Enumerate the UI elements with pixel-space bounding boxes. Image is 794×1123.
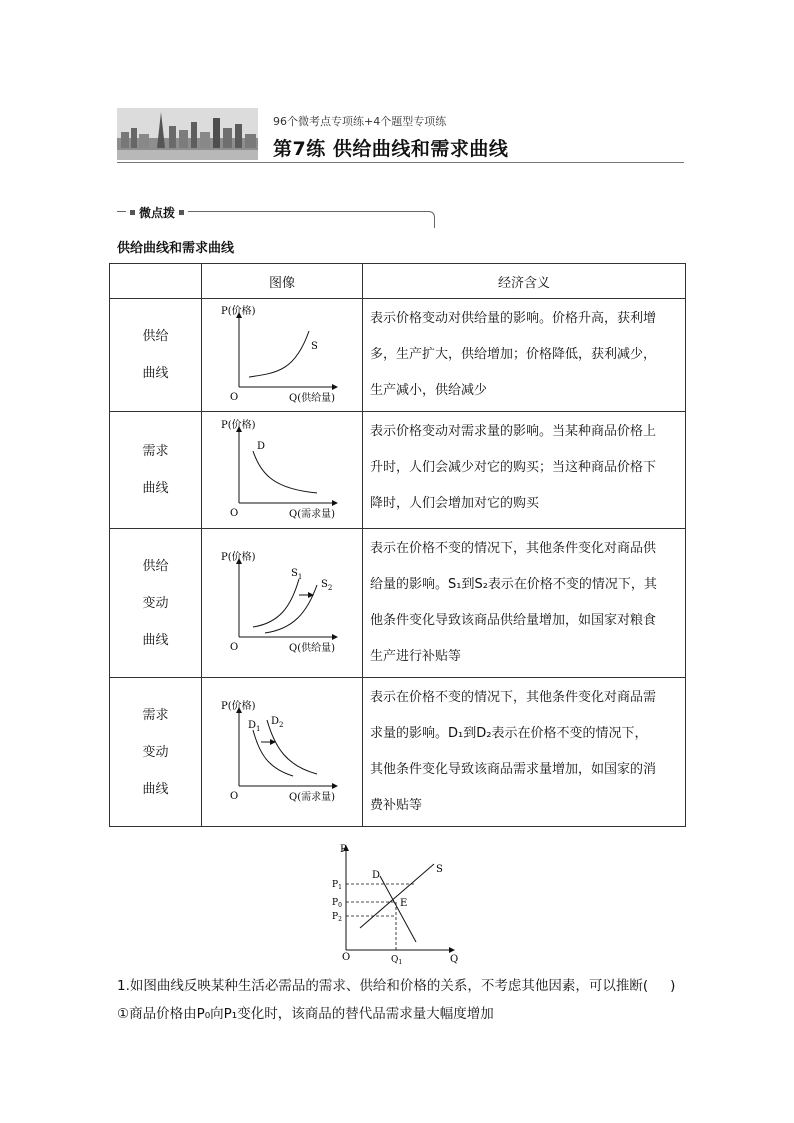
demand-curve-graph	[217, 417, 347, 523]
supply-curve-s1	[253, 579, 299, 627]
table-row	[110, 529, 686, 678]
question-option-1: ①商品价格由P₀向P₁变化时，该商品的替代品需求量大幅度增加	[117, 1006, 494, 1022]
tip-label-text: 微点拨	[139, 206, 176, 220]
origin-label: O	[230, 642, 239, 653]
supply-curve-graph	[217, 303, 347, 407]
supply-curve-s2	[265, 585, 317, 633]
supply-label: S	[436, 864, 443, 875]
header-cityscape-image	[117, 108, 258, 160]
p1-label: $P_1$	[332, 880, 342, 891]
origin-label: O	[342, 952, 351, 963]
origin-label: O	[230, 791, 239, 802]
header-subtitle: 96个微考点专项练+4个题型专项练	[273, 115, 447, 128]
table-header-cell: 经济含义	[363, 264, 686, 299]
meaning-cell: 表示在价格不变的情况下，其他条件变化对商品供 给量的影响。S₁到S₂表示在价格不变的情况下，其 他条件变化导致该商品供给量增加，如国家对粮食 生产进行补贴等	[363, 529, 686, 678]
section-title: 供给曲线和需求曲线	[117, 241, 235, 256]
bullet-square-icon	[130, 210, 135, 215]
curve-label-s1: $S_1$	[291, 568, 303, 581]
row-name: 供给 曲线	[110, 299, 202, 412]
y-axis-label: P(价格)	[221, 552, 256, 563]
x-axis-label: Q(需求量)	[289, 509, 336, 520]
row-name: 供给 变动 曲线	[110, 529, 202, 678]
bullet-square-icon	[179, 210, 184, 215]
q1-label: $Q_1$	[391, 955, 403, 966]
supply-curve	[249, 331, 309, 377]
y-axis-label: P(价格)	[221, 306, 256, 317]
p2-label: $P_2$	[332, 912, 342, 923]
row-name: 需求 曲线	[110, 412, 202, 529]
meaning-cell: 表示价格变动对需求量的影响。当某种商品价格上 升时，人们会减少对它的购买；当这种商品价格下 降时，人们会增加对它的购买	[363, 412, 686, 529]
page-title: 第7练 供给曲线和需求曲线	[273, 138, 509, 160]
graph-cell	[202, 678, 363, 827]
x-axis-label: Q(需求量)	[289, 792, 336, 803]
question-stem: 1.如图曲线反映某种生活必需品的需求、供给和价格的关系，不考虑其他因素，可以推断( )	[117, 978, 676, 994]
origin-label: O	[230, 508, 239, 519]
graph-cell	[202, 299, 363, 412]
table-row	[110, 412, 686, 529]
curve-table	[109, 263, 686, 827]
demand-shift-graph	[217, 696, 347, 808]
demand-curve-d2	[267, 720, 317, 774]
demand-line	[380, 876, 416, 942]
supply-shift-graph	[217, 547, 347, 659]
table-header-cell	[110, 264, 202, 299]
y-axis-label: P	[340, 844, 347, 855]
header-divider	[117, 162, 684, 163]
demand-curve	[253, 451, 317, 493]
curve-label-d: D	[257, 441, 266, 452]
meaning-cell: 表示在价格不变的情况下，其他条件变化对商品需 求量的影响。D₁到D₂表示在价格不变的情况下， 其他条件变化导致该商品需求量增加，如国家的消 费补贴等	[363, 678, 686, 827]
meaning-cell: 表示价格变动对供给量的影响。价格升高，获利增 多，生产扩大，供给增加；价格降低，获利减少， 生产减小，供给减少	[363, 299, 686, 412]
x-axis-label: Q(供给量)	[289, 393, 336, 404]
equilibrium-label: E	[400, 898, 408, 909]
table-header-cell: 图像	[202, 264, 363, 299]
table-row	[110, 678, 686, 827]
curve-label-s: S	[311, 341, 318, 352]
graph-cell	[202, 412, 363, 529]
x-axis-label: Q	[450, 954, 459, 965]
origin-label: O	[230, 392, 239, 403]
tip-label	[126, 204, 188, 221]
x-axis-label: Q(供给量)	[289, 643, 336, 654]
curve-label-s2: $S_2$	[321, 579, 333, 592]
y-axis-label: P(价格)	[221, 701, 256, 712]
table-row	[110, 299, 686, 412]
table-header-row	[110, 264, 686, 299]
curve-label-d1: $D_1$	[248, 720, 261, 733]
p0-label: $P_0$	[332, 898, 342, 909]
curve-label-d2: $D_2$	[271, 716, 284, 729]
equilibrium-graph	[330, 838, 470, 966]
y-axis-label: P(价格)	[221, 420, 256, 431]
demand-label: D	[372, 870, 381, 881]
row-name: 需求 变动 曲线	[110, 678, 202, 827]
graph-cell	[202, 529, 363, 678]
